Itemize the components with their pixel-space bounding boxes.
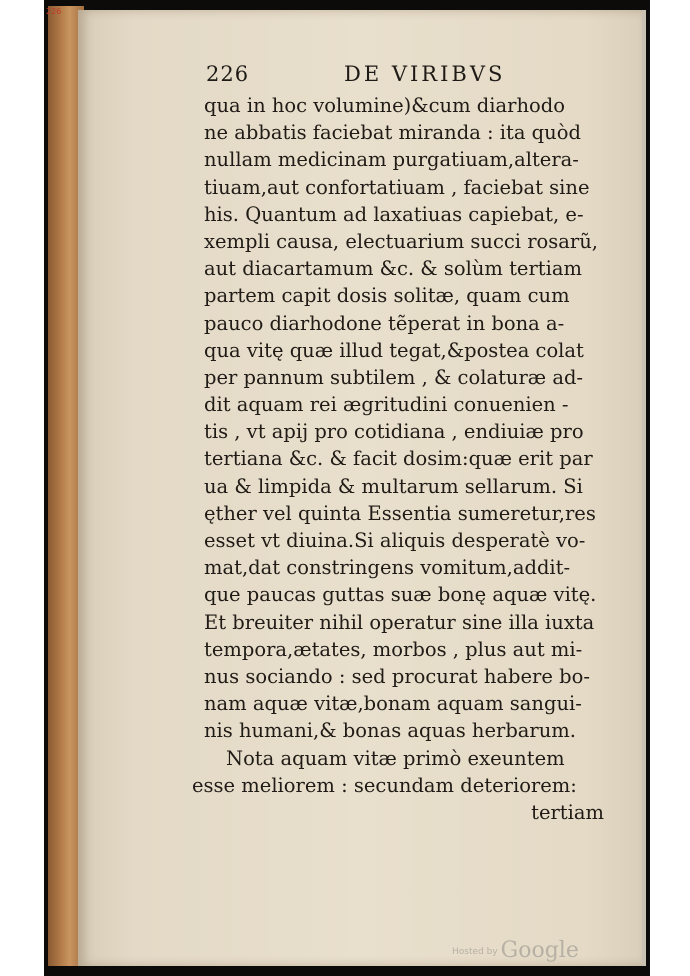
hosted-by-watermark [452, 938, 579, 963]
hosted-by-label: Hosted by [452, 947, 498, 957]
text-line: ne abbatis faciebat miranda : ita quòd [204, 121, 581, 145]
text-line: tis , vt apij pro cotidiana , endiuiæ pro [204, 420, 584, 444]
text-line: ęther vel quinta Essentia sumeretur,res [204, 501, 596, 525]
scan-corner-mark: 226 [46, 7, 62, 16]
text-line: pauco diarhodone tẽperat in bona a- [204, 311, 565, 335]
google-logo: Google [500, 938, 579, 963]
text-line: que paucas guttas suæ bonę aquæ vitę. [204, 583, 597, 607]
text-line: mat,dat constringens vomitum,addit- [204, 556, 571, 580]
text-line: esse meliorem : secundam deteriorem: [192, 773, 577, 797]
text-line: nis humani,& bonas aquas herbarum. [204, 719, 576, 743]
text-line: his. Quantum ad laxatiuas capiebat, e- [204, 202, 584, 226]
text-line: Et breuiter nihil operatur sine illa iuxta [204, 610, 595, 634]
page-margin-strip [642, 10, 646, 966]
text-line: qua in hoc volumine)&cum diarhodo [204, 94, 565, 117]
text-line: xempli causa, electuarium succi rosarũ, [204, 229, 598, 253]
text-line: dit aquam rei ægritudini conuenien - [204, 393, 569, 417]
body-text [192, 92, 614, 826]
text-line: nullam medicinam purgatiuam,altera- [204, 148, 579, 172]
text-line: esset vt diuina.Si aliquis desperatè vo- [204, 529, 586, 552]
text-line: tempora,ætates, morbos , plus aut mi- [204, 637, 583, 661]
running-title: DE VIRIBVS [344, 62, 506, 86]
text-line-paragraph-start: Nota aquam vitæ primò exeuntem [226, 746, 565, 770]
page-number: 226 [206, 62, 250, 86]
text-line: nus sociando : sed procurat habere bo- [204, 664, 590, 688]
text-line: tertiana &c. & facit dosim:quæ erit par [204, 447, 593, 471]
text-line: tiuam,aut confortatiuam , faciebat sine [204, 175, 590, 199]
text-line: qua vitę quæ illud tegat,&postea colat [204, 338, 584, 362]
text-line: aut diacartamum &c. & solùm tertiam [204, 257, 582, 281]
text-line: per pannum subtilem , & colaturæ ad- [204, 365, 584, 389]
running-head [206, 62, 606, 90]
text-line: partem capit dosis solitæ, quam cum [204, 284, 570, 308]
text-line: ua & limpida & multarum sellarum. Si [204, 474, 583, 498]
catchword: tertiam [531, 800, 604, 824]
text-line: nam aquæ vitæ,bonam aquam sangui- [204, 692, 582, 716]
